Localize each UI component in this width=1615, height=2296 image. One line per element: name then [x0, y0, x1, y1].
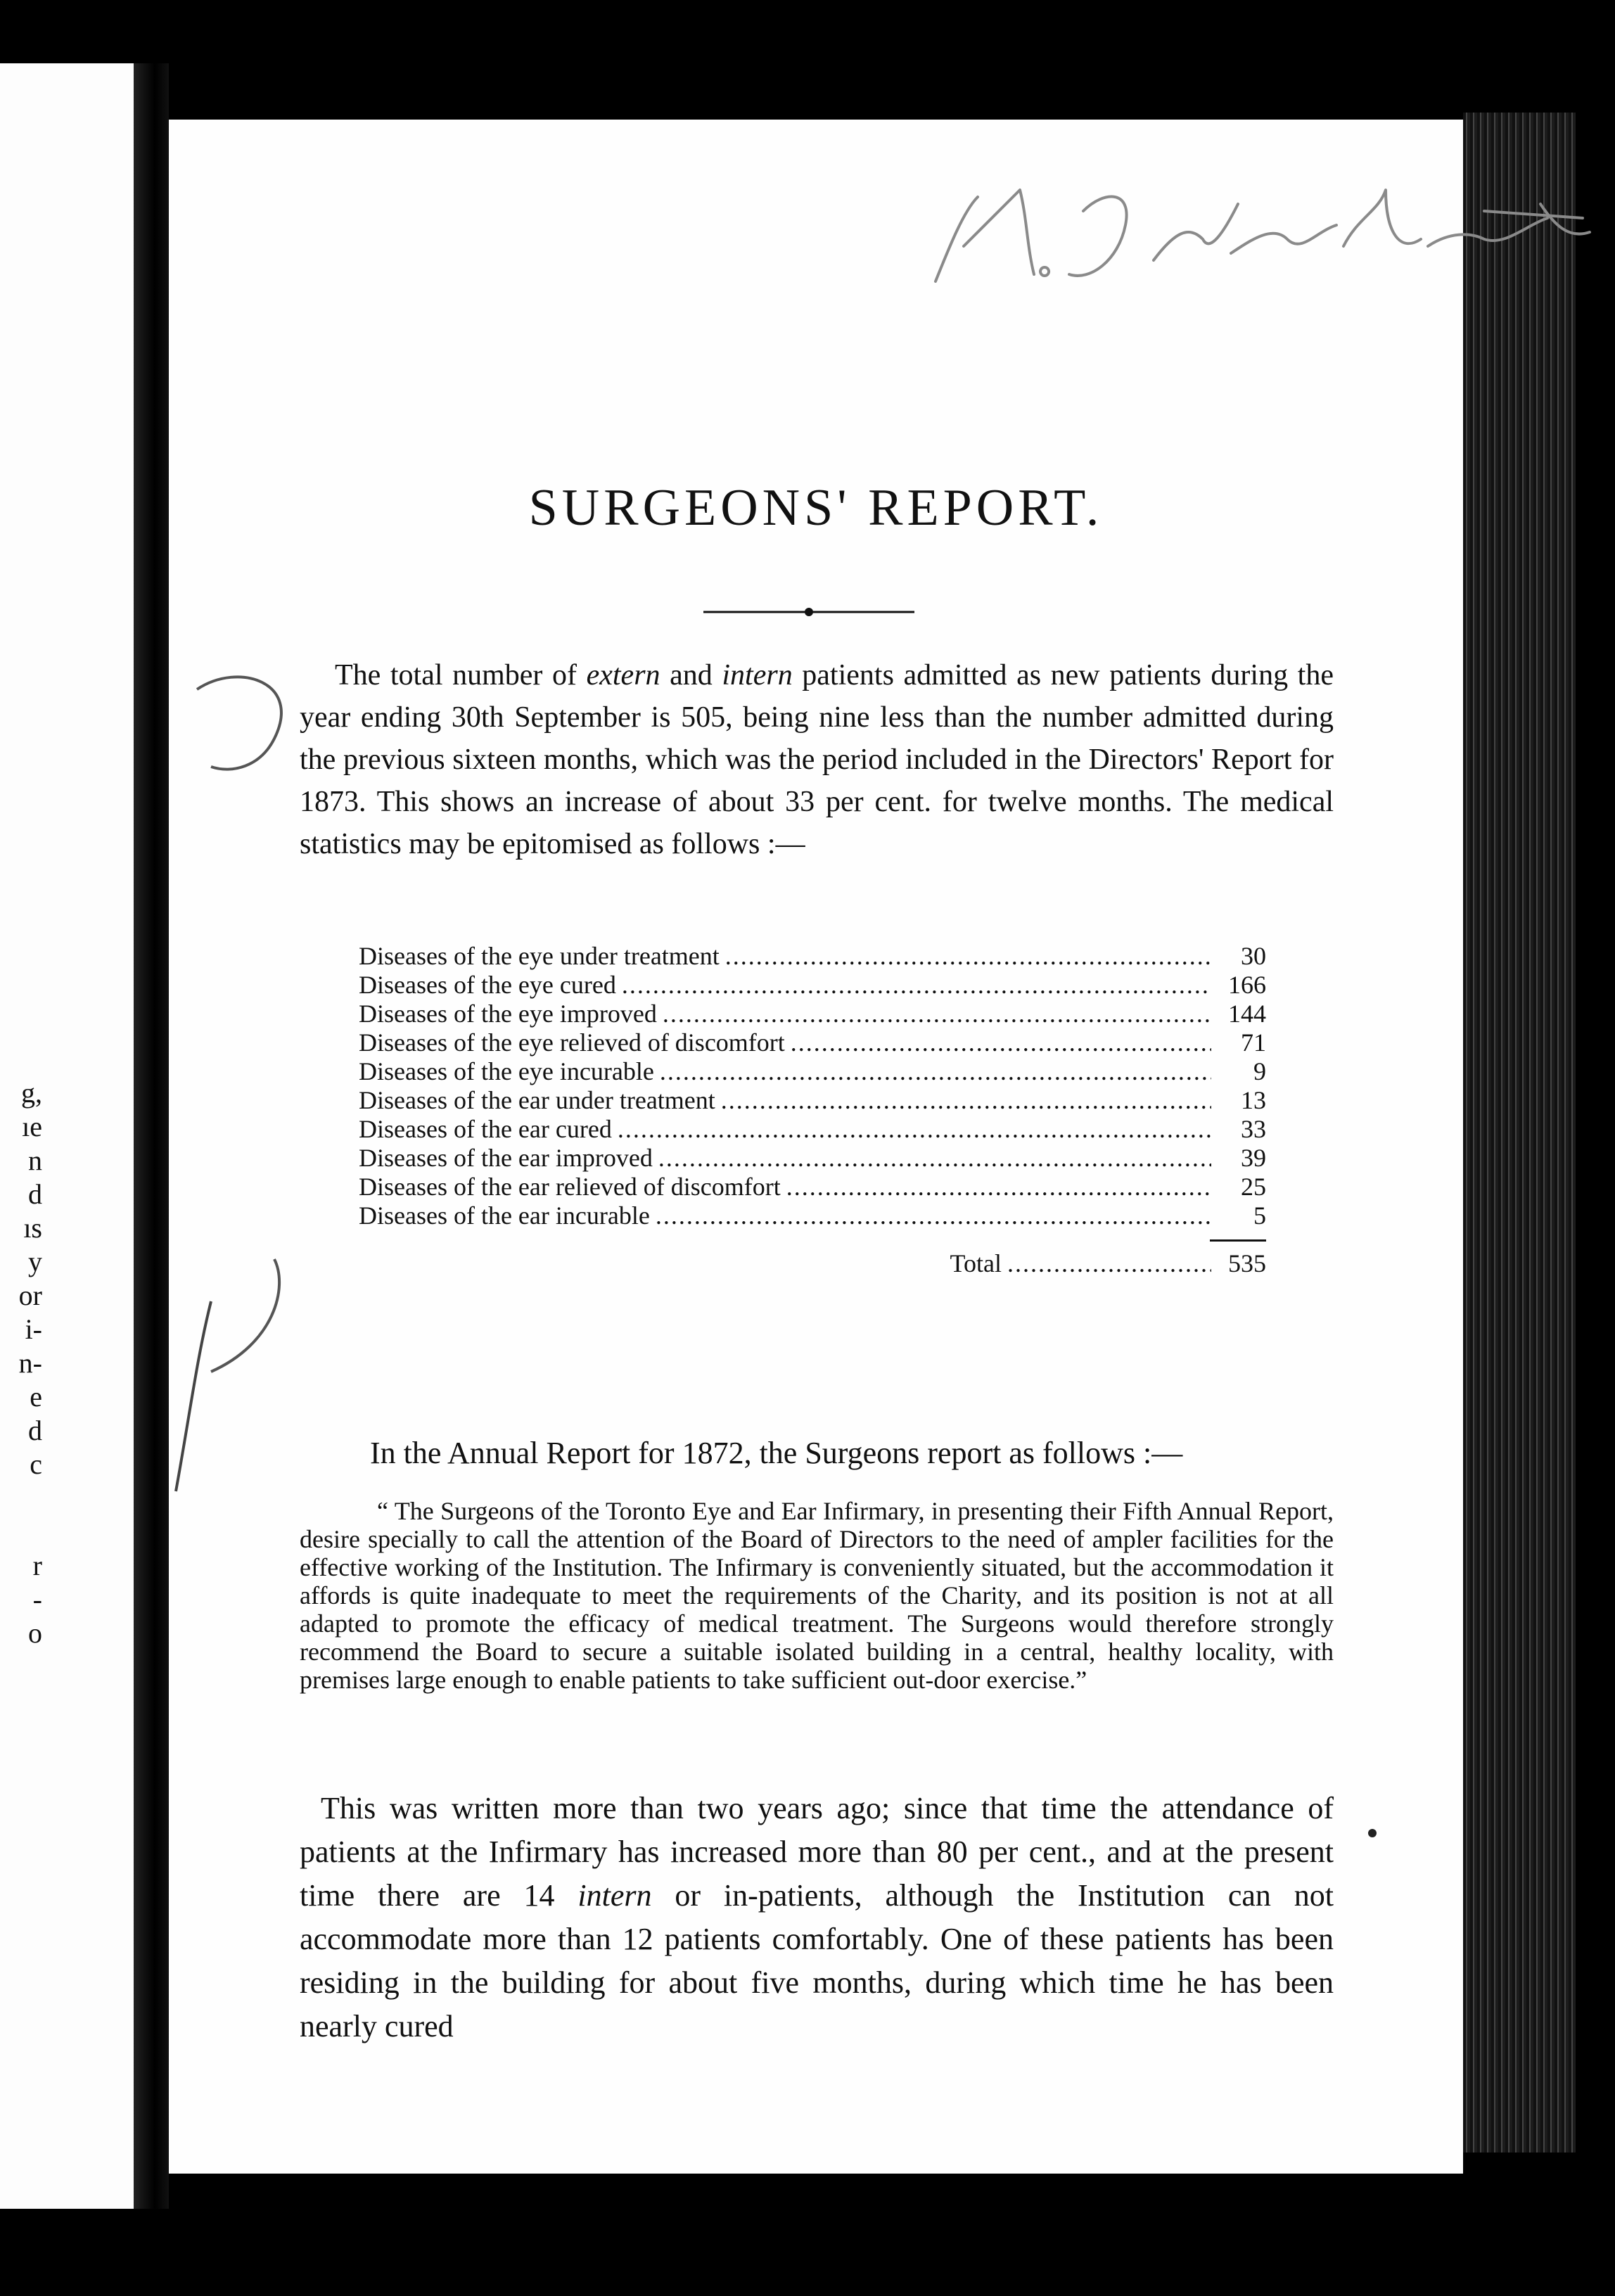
intro-intern: intern — [722, 659, 793, 691]
book-spine — [134, 63, 169, 2209]
left-fragment: g, — [21, 1077, 42, 1109]
leader-dots — [622, 970, 1211, 1000]
statistics-value: 9 — [1253, 1057, 1266, 1085]
leader-dots — [658, 1143, 1211, 1173]
left-fragment: ıe — [22, 1111, 42, 1142]
statistics-value: 39 — [1241, 1144, 1266, 1172]
total-label: Total — [950, 1249, 1002, 1277]
closing-intern: intern — [577, 1878, 652, 1913]
left-fragment: e — [30, 1381, 42, 1412]
left-fragment: i- — [25, 1313, 42, 1345]
left-fragment: or — [18, 1280, 42, 1311]
statistics-value: 71 — [1241, 1028, 1266, 1057]
ink-speck — [1368, 1829, 1377, 1837]
statistics-label: Diseases of the ear relieved of discomfort — [359, 1173, 781, 1201]
statistics-value: 25 — [1241, 1173, 1266, 1201]
left-fragment: ıs — [23, 1212, 42, 1244]
left-fragment: y — [28, 1246, 42, 1277]
page-title: SURGEONS' REPORT. — [528, 479, 1104, 537]
statistics-row — [359, 1114, 1266, 1143]
handwritten-signature — [921, 162, 1597, 317]
quote-text: “ The Surgeons of the Toronto Eye and Ear Infirmary, in presenting their Fifth Annual Report, desire specially to call the attention of the Board of Directors to the need of ampler facilities for the effective working of the Institution. The Infirmary is conveniently situated, but the accommodation it affords is quite inadequate to meet the requirements of the Charity, and its position is not at all adapted to promote the efficacy of medical treatment. The Surgeons would therefore strongly recommend the Board to secure a suitable isolated building in a central, healthy locality, with premises large enough to enable patients to take sufficient out-door exercise.” — [300, 1497, 1334, 1694]
intro-extern: extern — [586, 659, 660, 691]
statistics-row — [359, 1085, 1266, 1114]
left-fragment: c — [30, 1448, 42, 1480]
left-fragment: n — [28, 1144, 42, 1176]
statistics-label: Diseases of the ear improved — [359, 1144, 653, 1172]
leader-dots — [791, 1028, 1211, 1057]
statistics-value: 144 — [1228, 1000, 1266, 1028]
leader-dots — [786, 1172, 1211, 1201]
medical-statistics-table — [359, 941, 1266, 1282]
statistics-row — [359, 1172, 1266, 1201]
statistics-label: Diseases of the eye relieved of discomfort — [359, 1028, 785, 1057]
leader-dots — [618, 1114, 1211, 1144]
statistics-label: Diseases of the ear under treatment — [359, 1086, 715, 1114]
statistics-label: Diseases of the ear cured — [359, 1115, 612, 1143]
statistics-value: 5 — [1253, 1201, 1266, 1230]
statistics-label: Diseases of the ear incurable — [359, 1201, 650, 1230]
left-fragment: - — [32, 1583, 42, 1615]
statistics-label: Diseases of the eye incurable — [359, 1057, 654, 1085]
total-value: 535 — [1228, 1249, 1266, 1277]
leader-dots — [1007, 1249, 1211, 1278]
intro-text-3: patients admitted as new patients during the year ending 30th September is 505, being nine less than the number admitted during the previous sixteen months, which was the period included in the Directors' Report for 1873. This shows an increase of about 33 per cent. for twelve months. The medical statistics may be epitomised as follows :— — [300, 659, 1334, 860]
closing-paragraph — [300, 1787, 1334, 2048]
page-edges — [1463, 113, 1576, 2152]
intro-text-1: The total number of — [335, 659, 587, 691]
statistics-label: Diseases of the eye under treatment — [359, 942, 720, 970]
leader-dots — [725, 941, 1211, 971]
statistics-row — [359, 1143, 1266, 1172]
leader-dots — [663, 999, 1211, 1028]
left-page — [0, 63, 134, 2209]
left-fragment: d — [28, 1415, 42, 1446]
statistics-value: 30 — [1241, 942, 1266, 970]
statistics-row — [359, 941, 1266, 970]
statistics-label: Diseases of the eye cured — [359, 971, 616, 999]
leader-dots — [721, 1085, 1211, 1115]
statistics-row — [359, 1201, 1266, 1230]
intro-text-2: and — [660, 659, 722, 691]
margin-pencil-stroke-icon — [169, 1245, 295, 1498]
margin-pencil-bracket-icon — [183, 661, 302, 788]
intro-paragraph — [300, 654, 1334, 865]
statistics-row — [359, 1028, 1266, 1057]
statistics-row — [359, 1057, 1266, 1085]
left-fragment: d — [28, 1178, 42, 1210]
left-fragment: o — [28, 1617, 42, 1649]
leader-dots — [656, 1201, 1211, 1230]
statistics-value: 13 — [1241, 1086, 1266, 1114]
surgeons-quote — [300, 1497, 1334, 1694]
closing-text-2: or in-patients, although the Institution can not accommodate more than 12 patients comfortably. One of these patients has been residing in the building for about five months, during which time he has been nearly cured — [300, 1878, 1334, 2043]
closing-text-1: This was written more than two years ago; since that time the attendance of patients at the Infirmary has increased more than 80 per cent., and at the present time there are 14 — [300, 1791, 1334, 1913]
statistics-row — [359, 970, 1266, 999]
left-fragment: r — [32, 1550, 42, 1581]
annual-report-intro: In the Annual Report for 1872, the Surgeons report as follows :— — [370, 1436, 1183, 1470]
statistics-value: 166 — [1228, 971, 1266, 999]
left-fragment-gap — [0, 1481, 42, 1549]
leader-dots — [660, 1057, 1211, 1086]
statistics-row — [359, 999, 1266, 1028]
left-fragment: n- — [18, 1347, 42, 1379]
left-page-text-fragments — [0, 1076, 42, 1650]
right-page — [169, 120, 1463, 2174]
statistics-total-row — [359, 1249, 1266, 1282]
statistics-value: 33 — [1241, 1115, 1266, 1143]
statistics-label: Diseases of the eye improved — [359, 1000, 657, 1028]
title-rule-ornament — [703, 605, 914, 619]
total-rule — [1210, 1239, 1266, 1242]
